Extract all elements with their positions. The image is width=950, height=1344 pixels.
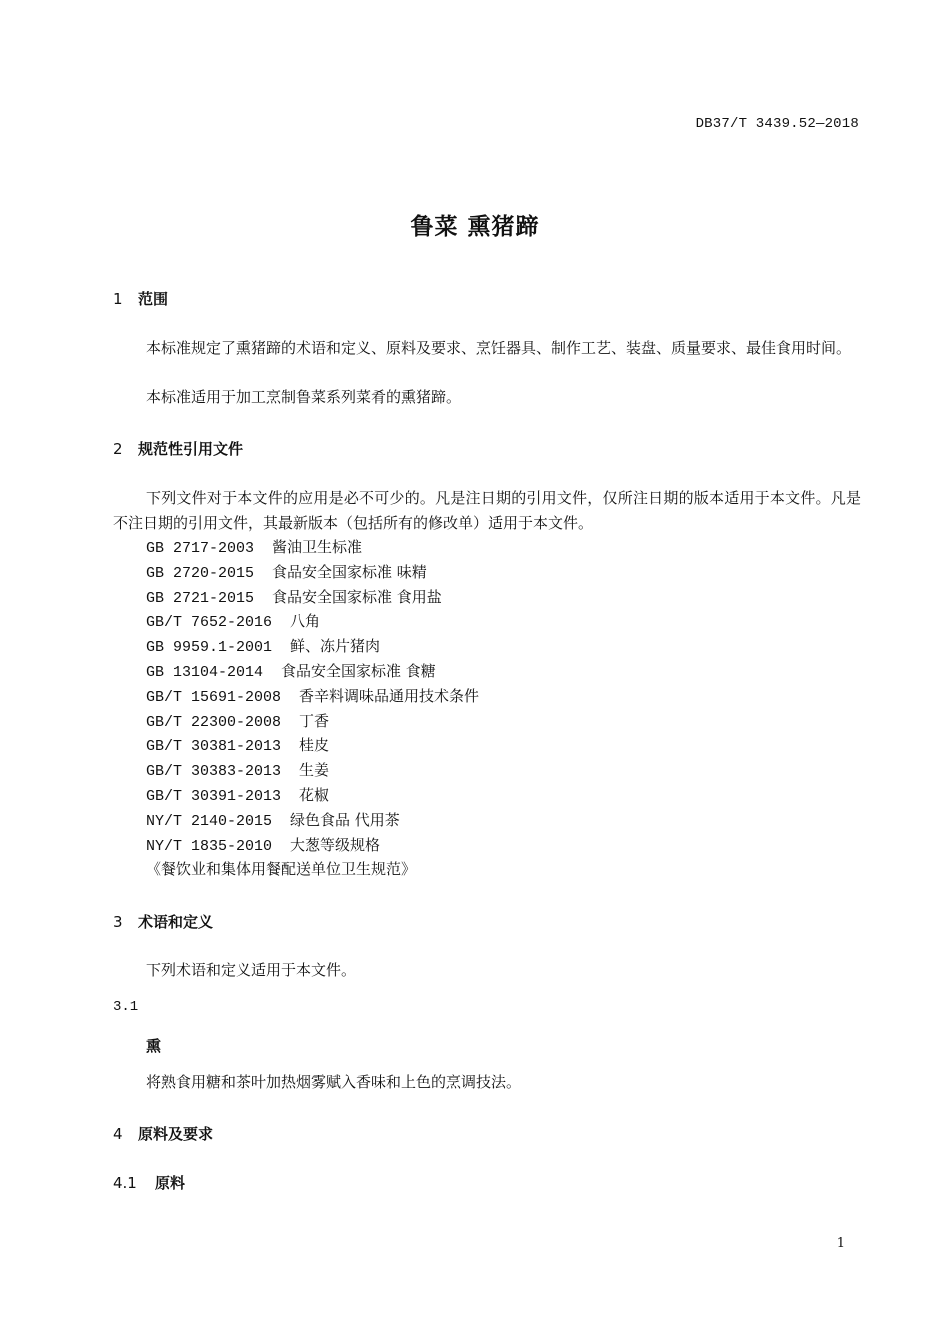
reference-item <box>146 634 380 658</box>
subsection-4-1-heading <box>113 1172 185 1193</box>
reference-item <box>146 783 329 807</box>
reference-item <box>146 659 436 683</box>
section-1-heading <box>113 288 168 309</box>
reference-code: GB 13104-2014 <box>146 664 264 681</box>
subsection-number: 4.1 <box>113 1174 137 1192</box>
reference-name: 丁香 <box>299 711 330 730</box>
section-number: 3 <box>113 913 123 931</box>
references-intro: 下列文件对于本文件的应用是必不可少的。凡是注日期的引用文件，仅所注日期的版本适用于本文件。凡是不注日期的引用文件，其最新版本（包括所有的修改单）适用于本文件。 <box>113 489 861 532</box>
reference-code: GB/T 30391-2013 <box>146 788 282 805</box>
reference-code: GB/T 30381-2013 <box>146 738 282 756</box>
section-number: 2 <box>113 440 123 458</box>
reference-item <box>146 709 329 733</box>
reference-name: 鲜、冻片猪肉 <box>290 637 381 656</box>
reference-code: GB/T 15691-2008 <box>146 688 282 706</box>
section-2-heading <box>113 438 243 459</box>
reference-code: GB 2721-2015 <box>146 589 255 607</box>
reference-name: 香辛料调味品通用技术条件 <box>299 686 480 705</box>
scope-paragraph-1: 本标准规定了熏猪蹄的术语和定义、原料及要求、烹饪器具、制作工艺、装盘、质量要求、最佳食用时间。 <box>146 339 852 357</box>
section-title: 术语和定义 <box>138 913 214 931</box>
section-title: 规范性引用文件 <box>138 440 244 458</box>
reference-item <box>146 535 362 559</box>
section-4-heading <box>113 1123 213 1144</box>
reference-item <box>146 733 329 757</box>
reference-name: 食品安全国家标准 食糖 <box>281 662 436 680</box>
reference-name: 生姜 <box>299 761 330 780</box>
term-definition: 将熟食用糖和茶叶加热烟雾赋入香味和上色的烹调技法。 <box>146 1073 522 1091</box>
reference-name: 桂皮 <box>299 736 330 755</box>
scope-paragraph-2: 本标准适用于加工烹制鲁菜系列菜肴的熏猪蹄。 <box>146 388 462 406</box>
section-number: 4 <box>113 1125 123 1143</box>
reference-code: NY/T 1835-2010 <box>146 837 273 855</box>
reference-item <box>146 808 400 832</box>
reference-name: 酱油卫生标准 <box>272 538 363 556</box>
reference-item <box>146 833 380 857</box>
reference-code: GB/T 7652-2016 <box>146 614 273 632</box>
reference-code: NY/T 2140-2015 <box>146 812 273 830</box>
reference-code: GB 2717-2003 <box>146 540 255 557</box>
reference-code: GB 2720-2015 <box>146 564 255 582</box>
standard-code: DB37/T 3439.52—2018 <box>695 116 859 132</box>
section-number: 1 <box>113 290 123 308</box>
terms-intro: 下列术语和定义适用于本文件。 <box>146 961 357 979</box>
reference-item <box>146 560 427 584</box>
subsection-title: 原料 <box>155 1174 186 1192</box>
section-3-heading <box>113 911 213 932</box>
section-title: 原料及要求 <box>138 1125 214 1143</box>
reference-name: 绿色食品 代用茶 <box>290 810 400 829</box>
clause-number: 3.1 <box>113 999 139 1015</box>
reference-name: 八角 <box>290 612 321 631</box>
document-title: 鲁菜 熏猪蹄 <box>410 214 540 240</box>
term-label: 熏 <box>146 1037 162 1055</box>
reference-code: GB 9959.1-2001 <box>146 639 273 657</box>
reference-name: 大葱等级规格 <box>290 835 381 854</box>
reference-name: 食品安全国家标准 食用盐 <box>272 587 442 606</box>
reference-item <box>146 609 320 633</box>
reference-item <box>146 585 442 609</box>
page-number: 1 <box>836 1236 845 1251</box>
reference-code: GB/T 30383-2013 <box>146 763 282 781</box>
reference-name: 花椒 <box>299 786 330 804</box>
reference-name: 食品安全国家标准 味精 <box>272 562 427 581</box>
reference-extra: 《餐饮业和集体用餐配送单位卫生规范》 <box>146 860 417 878</box>
reference-code: GB/T 22300-2008 <box>146 713 282 731</box>
reference-item <box>146 758 329 782</box>
reference-item <box>146 684 479 708</box>
section-title: 范围 <box>138 290 169 308</box>
